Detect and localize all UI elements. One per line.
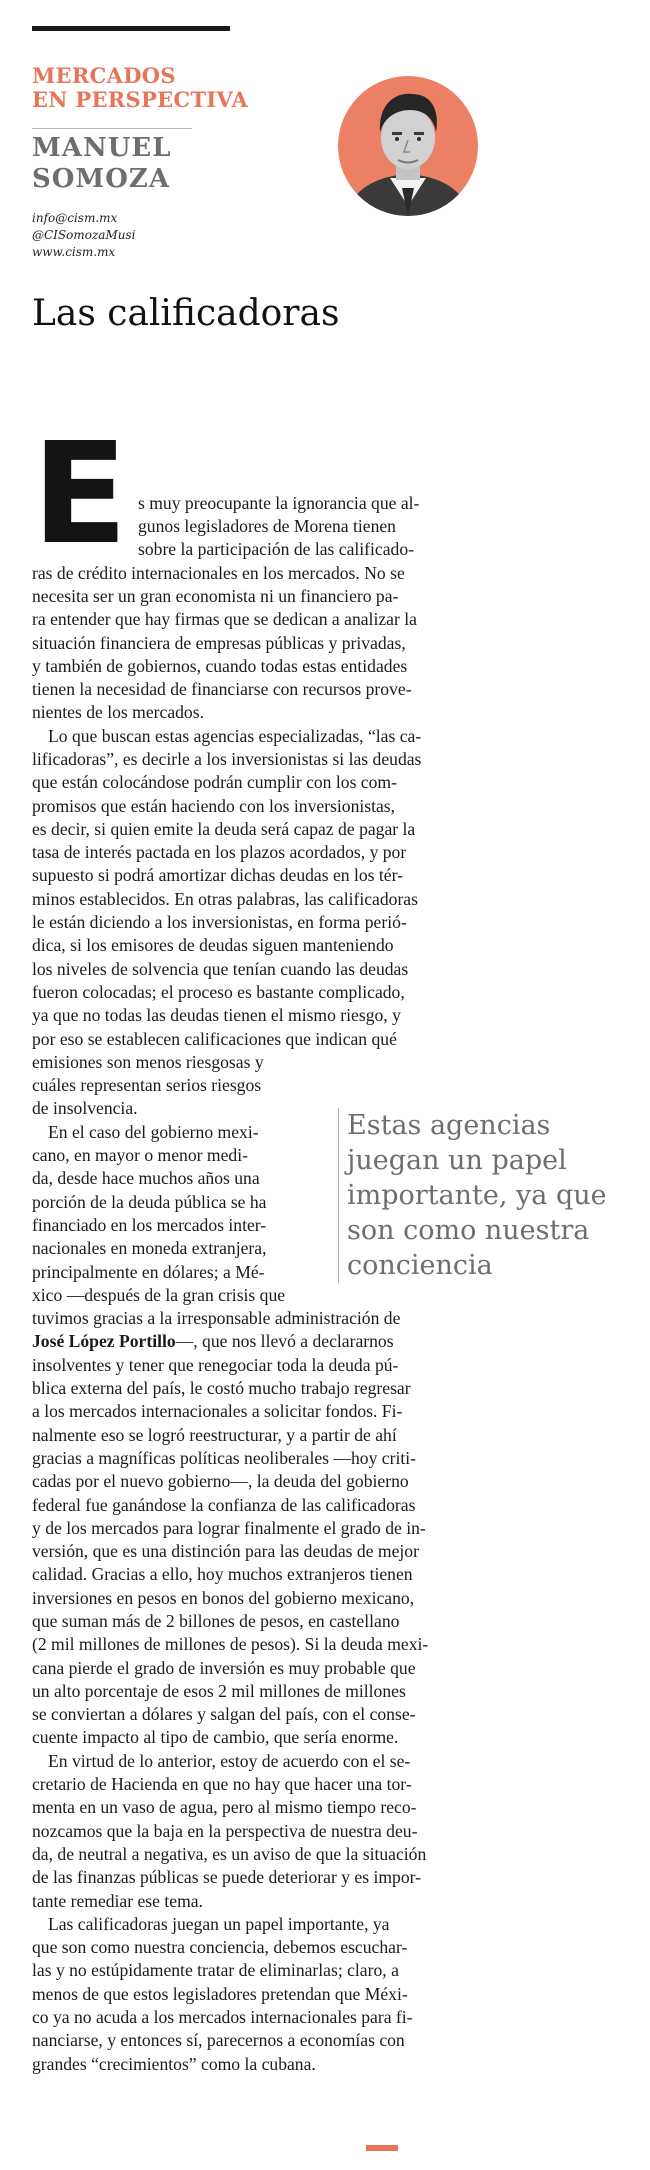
author-first-name: MANUEL bbox=[32, 133, 172, 163]
body-line: necesita ser un gran economista ni un financiero pa- bbox=[32, 586, 399, 606]
body-line: menta en un vaso de agua, pero al mismo tiempo reco- bbox=[32, 1797, 417, 1817]
pull-quote-line: juegan un papel bbox=[347, 1145, 567, 1176]
body-line: le están diciendo a los inversionistas, en forma perió- bbox=[32, 912, 407, 932]
body-line: a los mercados internacionales a solicitar fondos. Fi- bbox=[32, 1401, 403, 1421]
body-line: insolventes y tener que renegociar toda la deuda pú- bbox=[32, 1355, 399, 1375]
body-line: principalmente en dólares; a Mé- bbox=[32, 1262, 265, 1282]
body-line: se conviertan a dólares y salgan del país, con el conse- bbox=[32, 1704, 416, 1724]
body-line: promisos que están haciendo con los inversionistas, bbox=[32, 796, 396, 816]
author-website[interactable]: www.cism.mx bbox=[32, 245, 116, 259]
author-contact bbox=[32, 210, 135, 261]
end-of-article-mark bbox=[366, 2145, 398, 2151]
section-title-line: MERCADOS bbox=[32, 63, 176, 88]
body-line: En el caso del gobierno mexi- bbox=[48, 1122, 259, 1142]
body-line: es decir, si quien emite la deuda será capaz de pagar la bbox=[32, 819, 416, 839]
body-line: cuáles representan serios riesgos bbox=[32, 1075, 262, 1095]
body-line: cano, en mayor o menor medi- bbox=[32, 1145, 248, 1165]
body-line bbox=[32, 1330, 394, 1353]
body-line: calidad. Gracias a ello, hoy muchos extranjeros tienen bbox=[32, 1564, 413, 1584]
body-line: supuesto si podrá amortizar dichas deudas en los tér- bbox=[32, 865, 403, 885]
body-line: tante remediar ese tema. bbox=[32, 1891, 203, 1911]
body-line: cuente impacto al tipo de cambio, que sería enorme. bbox=[32, 1727, 399, 1747]
body-line: un alto porcentaje de esos 2 mil millones de millones bbox=[32, 1681, 406, 1701]
top-rule bbox=[32, 26, 230, 31]
body-line: En virtud de lo anterior, estoy de acuerdo con el se- bbox=[48, 1751, 411, 1771]
body-line: cadas por el nuevo gobierno—, la deuda del gobierno bbox=[32, 1471, 409, 1491]
drop-cap: E bbox=[32, 413, 128, 576]
body-line: ya que no todas las deudas tienen el mismo riesgo, y bbox=[32, 1005, 401, 1025]
body-line: nientes de los mercados. bbox=[32, 702, 204, 722]
author-divider bbox=[32, 128, 192, 129]
body-line: blica externa del país, le costó mucho trabajo regresar bbox=[32, 1378, 411, 1398]
body-line: grandes “crecimientos” como la cubana. bbox=[32, 2054, 316, 2074]
pull-quote-line: Estas agencias bbox=[347, 1110, 551, 1141]
body-line: que están colocándose podrán cumplir con los com- bbox=[32, 772, 397, 792]
body-line: sobre la participación de las calificado- bbox=[138, 539, 414, 559]
body-line-continuation: —, que nos llevó a declararnos bbox=[175, 1331, 394, 1351]
article-headline: Las calificadoras bbox=[32, 293, 340, 334]
body-line: ra entender que hay firmas que se dedican a analizar la bbox=[32, 609, 417, 629]
body-line: versión, que es una distinción para las deudas de mejor bbox=[32, 1541, 419, 1561]
pull-quote bbox=[338, 1108, 627, 1283]
body-line: porción de la deuda pública se ha bbox=[32, 1192, 267, 1212]
body-line: fueron colocadas; el proceso es bastante complicado, bbox=[32, 982, 405, 1002]
body-line: situación financiera de empresas públicas y privadas, bbox=[32, 633, 406, 653]
body-line: por eso se establecen calificaciones que indican qué bbox=[32, 1029, 397, 1049]
section-title-line: EN PERSPECTIVA bbox=[32, 87, 249, 112]
body-line: da, de neutral a negativa, es un aviso de que la situación bbox=[32, 1844, 427, 1864]
body-line: federal fue ganándose la confianza de las calificadoras bbox=[32, 1495, 416, 1515]
body-line: que suman más de 2 billones de pesos, en castellano bbox=[32, 1611, 400, 1631]
author-name bbox=[32, 133, 292, 195]
body-line: y también de gobiernos, cuando todas estas entidades bbox=[32, 656, 408, 676]
author-portrait-illustration bbox=[338, 76, 478, 216]
body-line: (2 mil millones de millones de pesos). Si la deuda mexi- bbox=[32, 1634, 429, 1654]
column-section-title bbox=[32, 64, 292, 112]
author-email[interactable]: info@cism.mx bbox=[32, 211, 118, 225]
body-line: da, desde hace muchos años una bbox=[32, 1168, 260, 1188]
body-line: Lo que buscan estas agencias especializadas, “las ca- bbox=[48, 726, 422, 746]
body-line: financiado en los mercados inter- bbox=[32, 1215, 267, 1235]
body-line: xico —después de la gran crisis que bbox=[32, 1285, 286, 1305]
body-line: las y no estúpidamente tratar de eliminarlas; claro, a bbox=[32, 1960, 399, 1980]
body-line: lificadoras”, es decirle a los inversionistas si las deudas bbox=[32, 749, 422, 769]
body-line: tienen la necesidad de financiarse con recursos prove- bbox=[32, 679, 412, 699]
body-line: nalmente eso se logró reestructurar, y a partir de ahí bbox=[32, 1425, 397, 1445]
author-last-name: SOMOZA bbox=[32, 164, 171, 194]
pull-quote-line: conciencia bbox=[347, 1250, 493, 1281]
body-line: tasa de interés pactada en los plazos acordados, y por bbox=[32, 842, 407, 862]
body-line: gunos legisladores de Morena tienen bbox=[138, 516, 396, 536]
body-line: de las finanzas públicas se puede deteriorar y es impor- bbox=[32, 1867, 422, 1887]
body-line: emisiones son menos riesgosas y bbox=[32, 1052, 264, 1072]
body-line: nacionales en moneda extranjera, bbox=[32, 1238, 267, 1258]
author-twitter[interactable]: @CISomozaMusi bbox=[32, 228, 136, 242]
body-line: gracias a magníficas políticas neoliberales —hoy criti- bbox=[32, 1448, 416, 1468]
author-portrait bbox=[338, 76, 478, 216]
body-line: nozcamos que la baja en la perspectiva de nuestra deu- bbox=[32, 1821, 418, 1841]
body-line: que son como nuestra conciencia, debemos escuchar- bbox=[32, 1937, 408, 1957]
body-line: s muy preocupante la ignorancia que al- bbox=[138, 493, 420, 513]
pull-quote-line: importante, ya que bbox=[347, 1180, 607, 1211]
pull-quote-line: son como nuestra bbox=[347, 1215, 590, 1246]
body-line: menos de que estos legisladores pretendan que Méxi- bbox=[32, 1984, 408, 2004]
body-line: minos establecidos. En otras palabras, las calificadoras bbox=[32, 889, 418, 909]
person-name-bold: José López Portillo bbox=[32, 1331, 176, 1351]
body-line: y de los mercados para lograr finalmente el grado de in- bbox=[32, 1518, 426, 1538]
body-line: co ya no acuda a los mercados internacionales para fi- bbox=[32, 2007, 413, 2027]
body-line: Las calificadoras juegan un papel importante, ya bbox=[48, 1914, 390, 1934]
body-line: cana pierde el grado de inversión es muy probable que bbox=[32, 1658, 416, 1678]
body-line: ras de crédito internacionales en los mercados. No se bbox=[32, 563, 405, 583]
body-line: inversiones en pesos en bonos del gobierno mexicano, bbox=[32, 1588, 415, 1608]
body-line: los niveles de solvencia que tenían cuando las deudas bbox=[32, 959, 409, 979]
body-line: dica, si los emisores de deudas siguen manteniendo bbox=[32, 935, 394, 955]
body-line: de insolvencia. bbox=[32, 1098, 138, 1118]
body-line: cretario de Hacienda en que no hay que hacer una tor- bbox=[32, 1774, 412, 1794]
body-line: tuvimos gracias a la irresponsable administración de bbox=[32, 1308, 401, 1328]
body-line: nanciarse, y entonces sí, parecernos a economías con bbox=[32, 2030, 405, 2050]
